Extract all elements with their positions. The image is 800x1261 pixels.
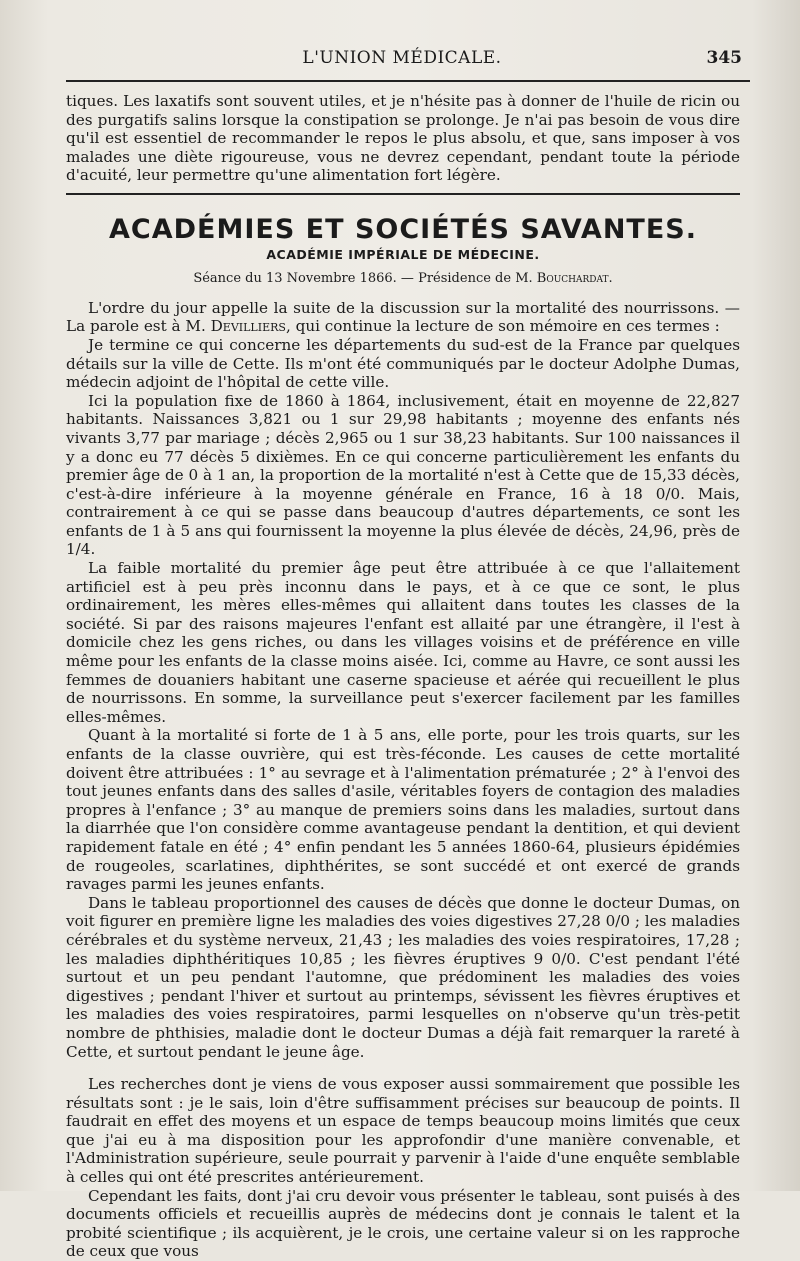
header-rule — [66, 80, 750, 82]
paragraph — [66, 299, 740, 336]
paragraph: La faible mortalité du premier âge peut être attribuée à ce que l'allaitement artificiel est à peu près inconnu dans le pays, et à ce que ce sont, le plus ordinairement, les mères elles-mêmes qui allaitent dans toutes les classes de la société. Si par des raisons majeures l'enfant est allaité par une étrangère, il l'est à domicile chez les gens riches, ou dans les villages voisins et de préférence en ville même pour les enfants de la classe moins aisée. Ici, comme au Havre, ce sont aussi les femmes de douaniers habitant une caserne spacieuse et aérée qui recueillent le plus de nourrissons. En somme, la surveillance peut s'exercer facilement par les familles elles-mêmes. — [66, 559, 740, 726]
paragraph-gap — [66, 1061, 740, 1075]
journal-title: L'UNION MÉDICALE. — [302, 48, 502, 68]
paragraph: Cependant les faits, dont j'ai cru devoir vous présenter le tableau, sont puisés à des documents officiels et recueillis auprès de médecins dont je connais le talent et la probité scientifique ; ils acquièrent, je le crois, une certaine valeur si on les rapproche de ceux que vous — [66, 1186, 740, 1261]
paragraph: Dans le tableau proportionnel des causes de décès que donne le docteur Dumas, on voit figurer en première ligne les maladies des voies digestives 27,28 0/0 ; les maladies cérébrales et du système nerveux, 21,43 ; les maladies des voies respiratoires, 17,28 ; les maladies diphthéritiques 10,85 ; les fièvres éruptives 9 0/0. C'est pendant l'été surtout et un peu pendant l'automne, que prédominent les maladies des voies digestives ; pendant l'hiver et surtout au printemps, sévissent les fièvres éruptives et les maladies des voies respiratoires, parmi lesquelles on n'observe qu'un très-petit nombre de phthisies, maladie dont le docteur Dumas a déjà fait remarquer la rareté à Cette, et surtout pendant le jeune âge. — [66, 893, 740, 1061]
paragraph: Je termine ce qui concerne les départements du sud-est de la France par quelques détails sur la ville de Cette. Ils m'ont été communiqués par le docteur Adolphe Dumas, médecin adjoint de l'hôpital de cette ville. — [66, 335, 740, 392]
paragraph-text: , qui continue la lecture de son mémoire en ces termes : — [285, 317, 720, 336]
paragraph-text: L'ordre du jour appelle la suite de la discussion sur la mortalité des nourrissons. — La parole est à M. — [66, 298, 740, 336]
president-name: Bouchardat. — [536, 271, 613, 287]
running-header — [62, 42, 742, 76]
intro-paragraph: tiques. Les laxatifs sont souvent utiles, et je n'hésite pas à donner de l'huile de ricin ou des purgatifs salins lorsque la constipation se prolonge. Je n'ai pas besoin de vous dire qu'il est essentiel de recommander le repos le plus absolu, et que, sans imposer à vos malades une diète rigoureuse, vous ne devrez cependant, pendant toute la période d'acuité, leur permettre qu'une alimentation fort légère. — [66, 92, 740, 185]
paragraph: Quant à la mortalité si forte de 1 à 5 ans, elle porte, pour les trois quarts, sur les enfants de la classe ouvrière, qui est très-féconde. Les causes de cette mortalité doivent être attribuées : 1° au sevrage et à l'alimentation prématurée ; 2° à l'envoi des tout jeunes enfants dans des salles d'asile, véritables foyers de contagion des maladies propres à l'enfance ; 3° au manque de premiers soins dans les maladies, surtout dans la diarrhée que l'on considère comme avantageuse pendant la dentition, et qui devient rapidement fatale en été ; 4° enfin pendant les 5 années 1860-64, plusieurs épidémies de rougeoles, scarlatines, diphthérites, se sont succédé et ont exercé de grands ravages parmi les jeunes enfants. — [66, 726, 740, 894]
speaker-name: Devilliers — [210, 317, 286, 336]
subsection-title: ACADÉMIE IMPÉRIALE DE MÉDECINE. — [266, 246, 540, 262]
paragraph: Les recherches dont je viens de vous exposer aussi sommairement que possible les résultats sont : je le sais, loin d'être suffisamment précises sur beaucoup de points. Il faudrait en effet des moyens et un espace de temps beaucoup moins limités que ceux que j'ai eu à ma disposition pour les approfondir d'une manière convenable, et l'Administration supérieure, seule pourrait y parvenir à l'aide d'une enquête semblable à celles qui ont été prescrites antérieurement. — [66, 1075, 740, 1187]
paragraph: Ici la population fixe de 1860 à 1864, inclusivement, était en moyenne de 22,827 habitants. Naissances 3,821 ou 1 sur 29,98 habitants ; moyenne des enfants nés vivants 3,77 par mariage ; décès 2,965 ou 1 sur 38,23 habitants. Sur 100 naissances il y a donc eu 77 décès 5 dixièmes. En ce qui concerne particulièrement les enfants du premier âge de 0 à 1 an, la proportion de la mortalité n'est à Cette que de 15,33 décès, c'est-à-dire inférieure à la moyenne générale en France, 16 à 18 0/0. Mais, contrairement à ce qui se passe dans beaucoup d'autres départements, ce sont les enfants de 1 à 5 ans qui fournissent la moyenne la plus élevée de décès, 24,96, près de 1/4. — [66, 391, 740, 559]
section-rule — [66, 193, 740, 195]
session-text: Séance du 13 Novembre 1866. — Présidence de M. — [193, 271, 537, 287]
article-body — [66, 92, 740, 1261]
page-number: 345 — [706, 48, 742, 68]
section-title: ACADÉMIES ET SOCIÉTÉS SAVANTES. — [109, 213, 697, 245]
session-line — [66, 270, 740, 289]
